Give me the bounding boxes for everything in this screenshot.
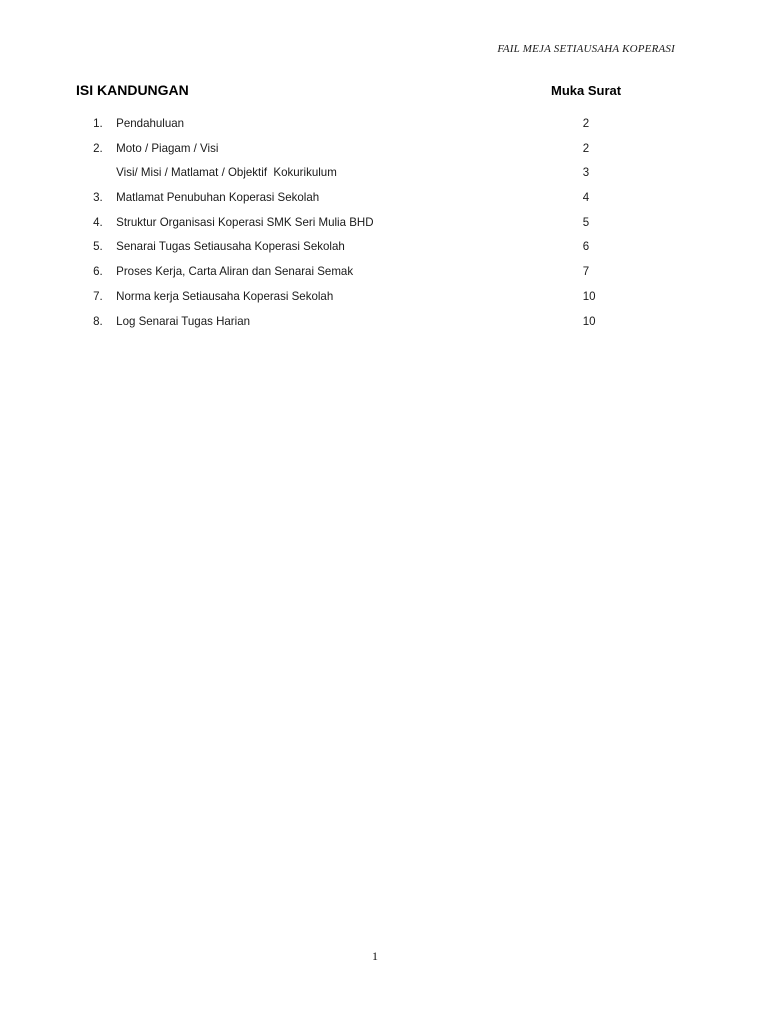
toc-entry-number: 4. [93, 214, 103, 229]
toc-entry [0, 262, 737, 287]
toc-entry [0, 139, 737, 164]
running-header: FAIL MEJA SETIAUSAHA KOPERASI [497, 43, 675, 55]
toc-entry-page: 6 [582, 239, 590, 254]
toc-entry [0, 213, 737, 238]
toc-entry-title: Log Senarai Tugas Harian [116, 313, 251, 328]
toc-entry-title: Senarai Tugas Setiausaha Koperasi Sekolah [116, 239, 345, 254]
toc-entry [0, 163, 737, 188]
toc-entry-number: 1. [93, 116, 103, 130]
page-number: 1 [372, 949, 378, 963]
toc-entry [0, 114, 737, 139]
toc-list [0, 114, 768, 336]
toc-entry [0, 312, 737, 337]
toc-entry-page: 2 [582, 116, 590, 130]
toc-entry-number: 2. [93, 140, 103, 155]
toc-entry-title: Struktur Organisasi Koperasi SMK Seri Mulia BHD [116, 214, 374, 229]
toc-entry-title: Moto / Piagam / Visi [116, 140, 219, 155]
toc-entry-page: 3 [582, 165, 590, 180]
toc-entry-title: Visi/ Misi / Matlamat / Objektif Kokurikulum [116, 165, 337, 180]
toc-entry [0, 188, 737, 213]
toc-entry-page: 10 [582, 313, 596, 328]
toc-entry-title: Matlamat Penubuhan Koperasi Sekolah [116, 190, 320, 205]
toc-entry-title: Pendahuluan [116, 116, 185, 130]
toc-entry-title: Norma kerja Setiausaha Koperasi Sekolah [116, 288, 334, 303]
toc-entry-number: 8. [93, 313, 103, 328]
toc-entry-number: 6. [93, 264, 103, 279]
page-column-heading: Muka Surat [551, 83, 622, 98]
toc-entry-page: 10 [582, 288, 596, 303]
toc-entry-number: 3. [93, 190, 103, 205]
toc-entry-page: 2 [582, 140, 590, 155]
toc-entry-page: 4 [582, 190, 590, 205]
toc-entry-number: 7. [93, 288, 103, 303]
toc-entry [0, 287, 737, 312]
toc-entry-number: 5. [93, 239, 103, 254]
toc-entry-page: 7 [582, 264, 590, 279]
toc-entry [0, 237, 737, 262]
toc-title: ISI KANDUNGAN [76, 82, 189, 98]
toc-entry-page: 5 [582, 214, 590, 229]
toc-entry-title: Proses Kerja, Carta Aliran dan Senarai Semak [116, 264, 354, 279]
